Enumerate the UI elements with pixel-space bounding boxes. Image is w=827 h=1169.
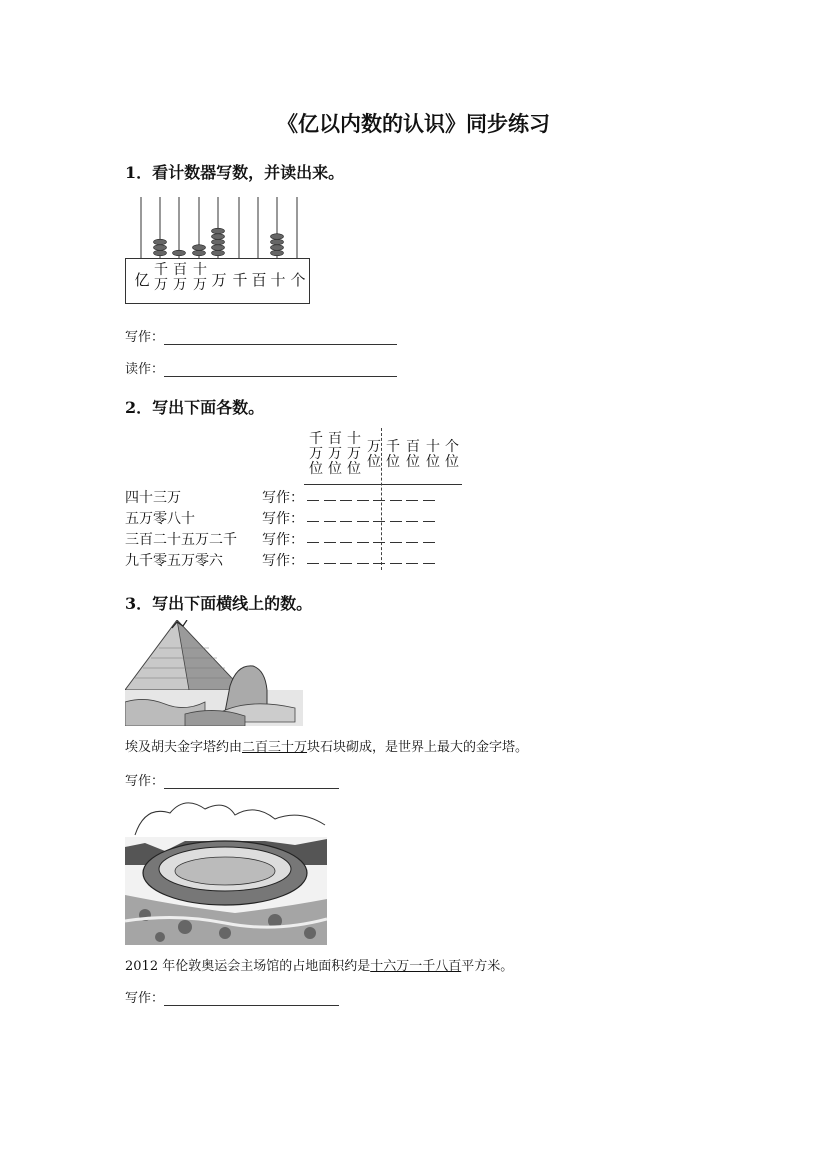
place-value-header: 个 位 [445, 439, 459, 470]
abacus-label: 十 [270, 271, 286, 289]
digit-slot[interactable] [423, 532, 435, 543]
question-1-heading: 1．看计数器写数，并读出来。 [125, 163, 345, 182]
digit-slot[interactable] [423, 553, 435, 564]
digit-slot[interactable] [324, 532, 336, 543]
place-value-header: 千 位 [386, 439, 400, 470]
abacus-label: 个 [290, 271, 306, 289]
digit-slot[interactable] [307, 511, 319, 522]
q2-row-write-label: 写作： [262, 553, 304, 569]
digit-slot[interactable] [357, 532, 369, 543]
q3-item-2-text [125, 955, 513, 974]
digit-slot[interactable] [373, 511, 385, 522]
q2-row-digit-slots [307, 552, 439, 568]
q3-item-1-write-label: 写作： [125, 774, 165, 789]
page-title: 《亿以内数的认识》同步练习 [277, 111, 550, 136]
digit-slot[interactable] [307, 532, 319, 543]
q2-row-write-label: 写作： [262, 490, 304, 506]
london-stadium-illustration [125, 795, 327, 945]
digit-slot[interactable] [406, 490, 418, 501]
digit-slot[interactable] [324, 490, 336, 501]
question-3-heading: 3．写出下面横线上的数。 [125, 594, 313, 613]
digit-slot[interactable] [357, 490, 369, 501]
q2-row-write-label: 写作： [262, 511, 304, 527]
pyramid-sphinx-illustration [125, 620, 303, 726]
digit-slot[interactable] [390, 490, 402, 501]
digit-slot[interactable] [423, 490, 435, 501]
abacus-label: 十 万 [193, 262, 207, 293]
digit-slot[interactable] [340, 532, 352, 543]
abacus-label: 百 [251, 271, 267, 289]
q3-item-1-underlined: 二百三十万 [242, 740, 308, 755]
abacus-label: 亿 [134, 271, 150, 289]
digit-slot[interactable] [390, 511, 402, 522]
q2-row-text: 三百二十五万二千 [125, 532, 237, 548]
place-value-header: 十 万 位 [347, 431, 361, 477]
digit-slot[interactable] [406, 532, 418, 543]
q2-row-digit-slots [307, 510, 439, 526]
q1-read-label: 读作： [125, 362, 165, 377]
q3-item-1-after: 块石块砌成，是世界上最大的金字塔。 [307, 740, 529, 755]
q2-row-text: 五万零八十 [125, 511, 195, 527]
q2-row-text: 九千零五万零六 [125, 553, 223, 569]
digit-slot[interactable] [373, 553, 385, 564]
q3-item-2-before: 2012 年伦敦奥运会主场馆的占地面积约是 [125, 959, 371, 974]
question-2-heading: 2．写出下面各数。 [125, 398, 265, 417]
place-value-header-rule [304, 484, 462, 485]
q2-row-text: 四十三万 [125, 490, 181, 506]
abacus-label: 百 万 [173, 262, 187, 293]
digit-slot[interactable] [390, 553, 402, 564]
q3-item-1-text [125, 736, 528, 755]
q2-row-digit-slots [307, 489, 439, 505]
digit-slot[interactable] [307, 553, 319, 564]
q3-item-1-write-row [125, 770, 339, 789]
q2-row-write-label: 写作： [262, 532, 304, 548]
q3-item-2-underlined: 十六万一千八百 [370, 959, 462, 974]
q2-row-digit-slots [307, 531, 439, 547]
q3-item-2-write-label: 写作： [125, 991, 165, 1006]
place-value-header: 百 万 位 [328, 431, 342, 477]
digit-slot[interactable] [340, 511, 352, 522]
q1-write-label: 写作： [125, 330, 165, 345]
place-value-header: 十 位 [426, 439, 440, 470]
abacus-label: 万 [211, 271, 227, 289]
place-value-header: 百 位 [406, 439, 420, 470]
digit-slot[interactable] [423, 511, 435, 522]
digit-slot[interactable] [390, 532, 402, 543]
digit-slot[interactable] [340, 553, 352, 564]
digit-slot[interactable] [373, 490, 385, 501]
digit-slot[interactable] [357, 511, 369, 522]
q3-item-2-write-line[interactable] [164, 991, 339, 1006]
digit-slot[interactable] [357, 553, 369, 564]
q3-item-2-write-row [125, 987, 339, 1006]
q3-item-1-before: 埃及胡夫金字塔约由 [125, 740, 243, 755]
place-value-header: 万 位 [367, 439, 381, 470]
abacus-label: 千 万 [154, 262, 168, 293]
q3-item-2-after: 平方米。 [461, 959, 514, 974]
digit-slot[interactable] [406, 511, 418, 522]
digit-slot[interactable] [324, 553, 336, 564]
digit-slot[interactable] [307, 490, 319, 501]
abacus-label: 千 [232, 271, 248, 289]
q3-item-1-write-line[interactable] [164, 774, 339, 789]
digit-slot[interactable] [340, 490, 352, 501]
digit-slot[interactable] [373, 532, 385, 543]
digit-slot[interactable] [324, 511, 336, 522]
place-value-header: 千 万 位 [309, 431, 323, 477]
digit-slot[interactable] [406, 553, 418, 564]
